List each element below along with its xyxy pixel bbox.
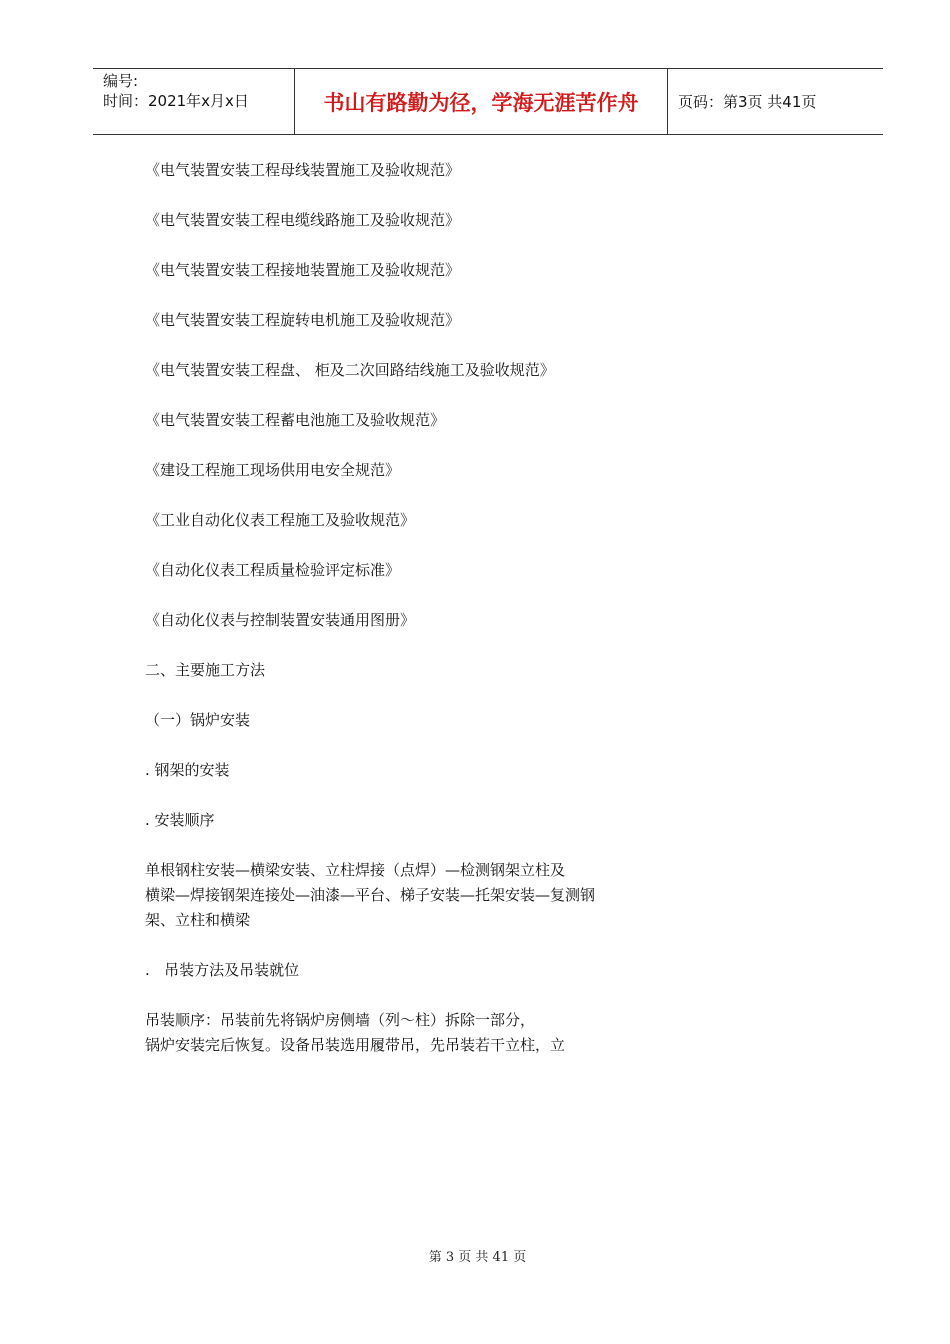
paragraph: 《电气装置安装工程盘、 柜及二次回路结线施工及验收规范》 <box>145 361 555 379</box>
install-sequence-paragraph <box>145 858 665 933</box>
header-motto: 书山有路勤为径，学海无涯苦作舟 <box>295 69 668 134</box>
paragraph: 《自动化仪表与控制装置安装通用图册》 <box>145 611 416 629</box>
paragraph: 《电气装置安装工程电缆线路施工及验收规范》 <box>145 211 461 229</box>
item-heading: . 安装顺序 <box>145 811 215 829</box>
item-heading: . 吊装方法及吊装就位 <box>145 961 300 979</box>
header-page-info: 页码：第3页 共41页 <box>678 93 817 111</box>
paragraph: 《电气装置安装工程母线装置施工及验收规范》 <box>145 161 461 179</box>
paragraph: 《工业自动化仪表工程施工及验收规范》 <box>145 511 416 529</box>
time-label: 时间：2021年x月x日 <box>103 92 249 110</box>
text-line: 架、立柱和横梁 <box>145 911 251 929</box>
paragraph: 《电气装置安装工程蓄电池施工及验收规范》 <box>145 411 446 429</box>
page-footer: 第 3 页 共 41 页 <box>428 1250 527 1265</box>
text-line: 吊装顺序：吊装前先将锅炉房侧墙（列～柱）拆除一部分， <box>145 1011 536 1029</box>
code-label: 编号: <box>103 72 139 90</box>
paragraph: 《电气装置安装工程旋转电机施工及验收规范》 <box>145 311 461 329</box>
section-heading: 二、主要施工方法 <box>145 661 266 679</box>
paragraph: 《电气装置安装工程接地装置施工及验收规范》 <box>145 261 461 279</box>
subsection-heading: （一）锅炉安装 <box>145 711 251 729</box>
paragraph: 《建设工程施工现场供用电安全规范》 <box>145 461 401 479</box>
hoist-sequence-paragraph <box>145 1008 665 1058</box>
document-body <box>145 158 665 1083</box>
item-heading: . 钢架的安装 <box>145 761 230 779</box>
paragraph: 《自动化仪表工程质量检验评定标准》 <box>145 561 401 579</box>
text-line: 锅炉安装完后恢复。设备吊装选用履带吊，先吊装若干立柱，立 <box>145 1036 566 1054</box>
text-line: 横梁—焊接钢架连接处—油漆—平台、梯子安装—托架安装—复测钢 <box>145 886 596 904</box>
page-header <box>93 68 883 135</box>
text-line: 单根钢柱安装—横梁安装、立柱焊接（点焊）—检测钢架立柱及 <box>145 861 566 879</box>
header-meta <box>93 69 295 134</box>
